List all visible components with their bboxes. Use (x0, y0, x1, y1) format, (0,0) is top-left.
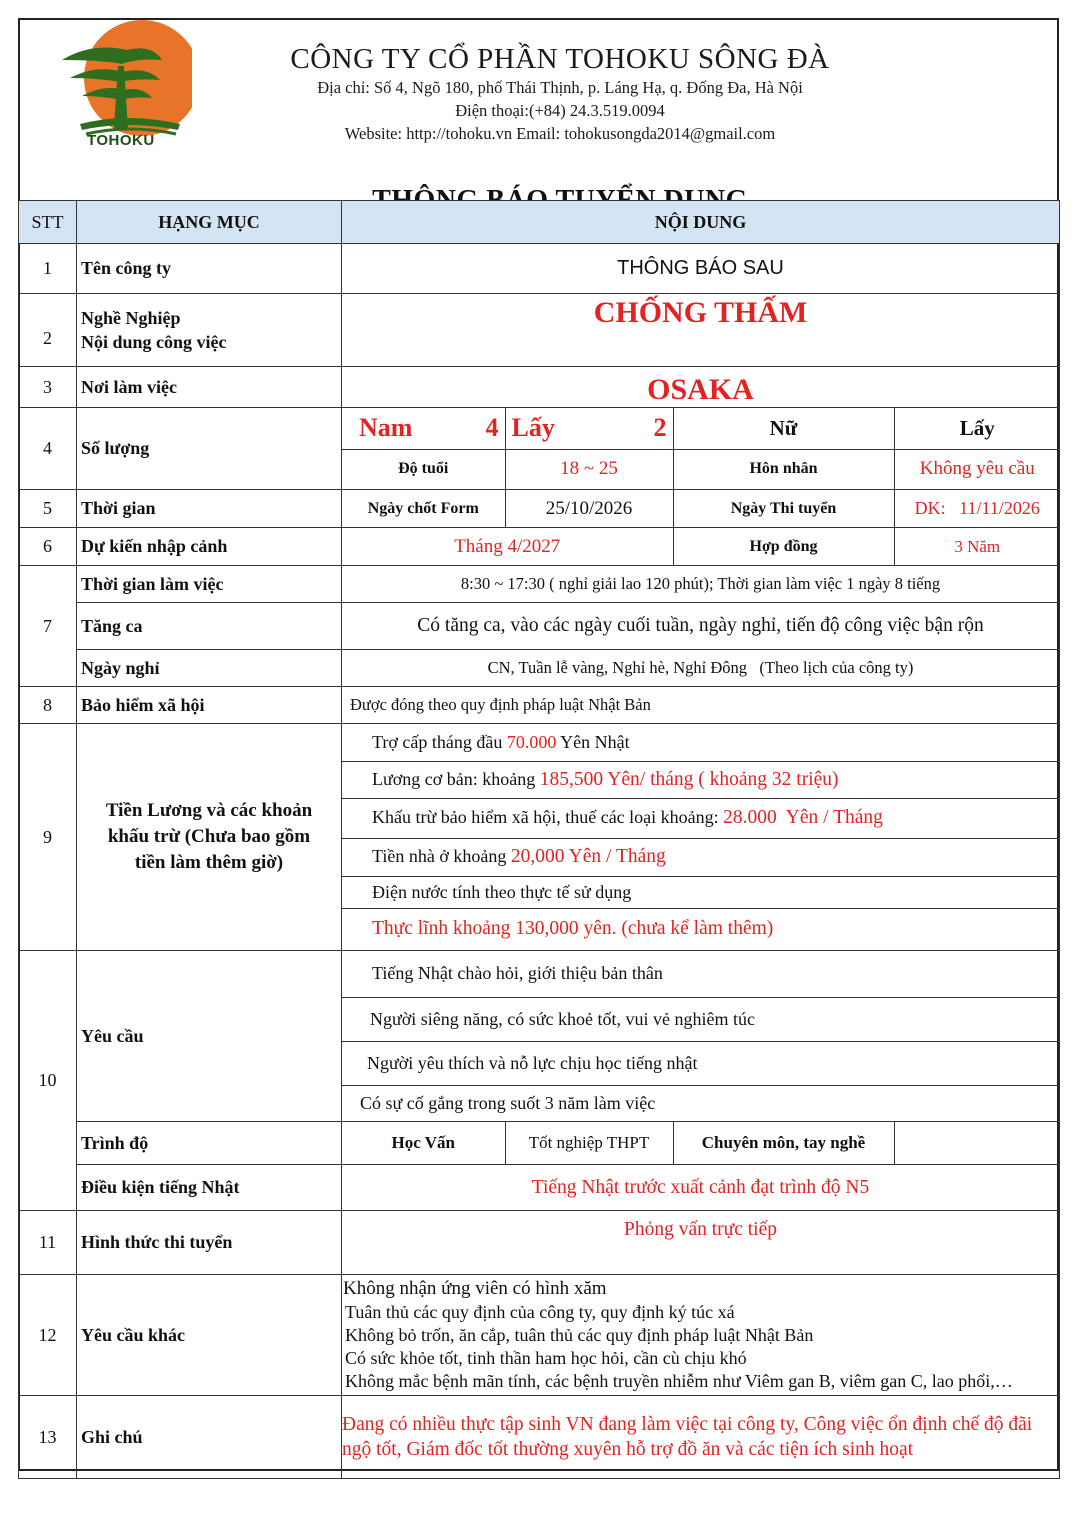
company-info (220, 42, 900, 145)
row-item: Số lượng (77, 408, 342, 490)
take-label: Lấy (511, 413, 555, 443)
location-value: OSAKA (342, 367, 1060, 408)
row-item: Điều kiện tiếng Nhật (77, 1165, 342, 1211)
company-address: Địa chỉ: Số 4, Ngõ 180, phố Thái Thịnh, p. Láng Hạ, q. Đống Đa, Hà Nội (317, 78, 803, 97)
table-row (19, 1122, 1060, 1165)
row-item: Tên công ty (77, 244, 342, 294)
header-content: NỘI DUNG (342, 201, 1060, 244)
table-row (19, 294, 1060, 367)
japanese-requirement: Tiếng Nhật trước xuất cảnh đạt trình độ N5 (342, 1165, 1060, 1211)
salary-amount: 20,000 Yên / Tháng (510, 846, 666, 867)
table-row (19, 650, 1060, 687)
table-row (19, 724, 1060, 951)
row-item: Dự kiến nhập cảnh (77, 528, 342, 566)
quantity-cell (342, 408, 1060, 490)
salary-item: Tiền Lương và các khoản khấu trừ (Chưa bao gồm tiền làm thêm giờ) (77, 724, 342, 951)
quantity-subtable (342, 408, 1060, 489)
exam-date-value: DK: 11/11/2026 (914, 498, 1040, 518)
female-take: Lấy (894, 408, 1060, 449)
requirement-line: Người siêng năng, có sức khoẻ tốt, vui vẻ nghiêm túc (342, 997, 1059, 1041)
salary-line (342, 724, 1059, 761)
contract-value: 3 Năm (954, 536, 1001, 556)
salary-amount: 70.000 (506, 731, 557, 752)
job-value: CHỐNG THẤM (342, 294, 1060, 367)
other-requirement-line: Không mắc bệnh mãn tính, các bệnh truyền nhiễm như Viêm gan B, viêm gan C, lao phổi,… (345, 1371, 1013, 1391)
take-count: 2 (653, 413, 667, 443)
age-value: 18 ~ 25 (505, 449, 673, 489)
salary-text: Trợ cấp tháng đầu (372, 731, 507, 752)
salary-text: Tiền nhà ở khoảng (372, 846, 511, 866)
table-row (19, 687, 1060, 724)
note-value: Đang có nhiều thực tập sinh VN đang làm việc tại công ty, Công việc ổn định chế độ đãi ngộ tốt, Giám đốc tốt thường xuyên hỗ trợ đồ ăn và các tiện ích sinh hoạt (342, 1396, 1060, 1479)
salary-line (342, 908, 1059, 950)
table-row (19, 603, 1060, 650)
insurance-value: Được đóng theo quy định pháp luật Nhật Bản (342, 687, 1060, 724)
marital-label: Hôn nhân (673, 449, 894, 489)
requirement-line: Có sự cố gắng trong suốt 3 năm làm việc (342, 1085, 1059, 1121)
row-number: 3 (19, 367, 77, 408)
skill-value (894, 1122, 1060, 1164)
row-item-line: Nghề Nghiệp (81, 308, 181, 328)
contract-label: Hợp đồng (673, 528, 894, 565)
row-item: Hình thức thi tuyển (77, 1211, 342, 1275)
row-number: 11 (19, 1211, 77, 1275)
age-label: Độ tuổi (342, 449, 505, 489)
other-requirement-line: Có sức khỏe tốt, tinh thần ham học hỏi, cần cù chịu khó (345, 1348, 747, 1368)
row-item: Nơi làm việc (77, 367, 342, 408)
table-row (19, 408, 1060, 490)
level-subtable (342, 1122, 1060, 1164)
row-item: Ghi chú (77, 1396, 342, 1479)
net-salary: Thực lĩnh khoảng 130,000 yên. (chưa kể làm thêm) (372, 918, 774, 940)
row-item: Bảo hiểm xã hội (77, 687, 342, 724)
education-value: Tốt nghiệp THPT (505, 1122, 673, 1164)
row-item: Tăng ca (77, 603, 342, 650)
hours-value: 8:30 ~ 17:30 ( nghỉ giải lao 120 phút); Thời gian làm việc 1 ngày 8 tiếng (342, 566, 1060, 603)
time-subtable (342, 490, 1060, 527)
salary-text: Khấu trừ bảo hiểm xã hội, thuế các loại khoảng: (372, 807, 724, 827)
male-label: Nam (359, 413, 413, 443)
take-cell (505, 408, 673, 449)
salary-amount: 185,500 Yên/ tháng ( khoảng 32 triệu) (539, 768, 839, 790)
header-stt: STT (19, 201, 77, 244)
female-label: Nữ (673, 408, 894, 449)
table-row (19, 367, 1060, 408)
salary-amount: 28.000 Yên / Tháng (723, 807, 883, 828)
exam-method: Phỏng vấn trực tiếp (342, 1211, 1060, 1275)
male-cell (342, 408, 505, 449)
salary-text: Lương cơ bản: khoảng (372, 768, 540, 789)
table-row (19, 528, 1060, 566)
row-item: Thời gian (77, 490, 342, 528)
education-label: Học Vấn (391, 1133, 455, 1152)
form-date-label: Ngày chốt Form (367, 499, 479, 517)
table-row (19, 1211, 1060, 1275)
company-web: Website: http://tohoku.vn Email: tohokusongda2014@gmail.com (344, 124, 776, 143)
company-phone: Điện thoại:(+84) 24.3.519.0094 (455, 101, 665, 120)
row-item (77, 294, 342, 367)
salary-cell (342, 724, 1060, 951)
skill-label: Chuyên môn, tay nghề (673, 1122, 894, 1164)
row-item: Yêu cầu khác (77, 1275, 342, 1396)
table-row (19, 490, 1060, 528)
row-number: 13 (19, 1396, 77, 1479)
row-item: Ngày nghỉ (77, 650, 342, 687)
header-item: HẠNG MỤC (77, 201, 342, 244)
row-number: 4 (19, 408, 77, 490)
requirements-list (342, 951, 1059, 1121)
row-number: 2 (19, 294, 77, 367)
table-row (19, 951, 1060, 1122)
exam-date-label: Ngày Thi tuyển (673, 490, 894, 527)
row-item: Thời gian làm việc (77, 566, 342, 603)
requirements-cell (342, 951, 1060, 1122)
requirement-line: Tiếng Nhật chào hỏi, giới thiệu bản thân (342, 951, 1059, 997)
row-number: 8 (19, 687, 77, 724)
row-number: 12 (19, 1275, 77, 1396)
level-cell (342, 1122, 1060, 1165)
other-requirement-line: Tuân thủ các quy định của công ty, quy định ký túc xá (345, 1302, 735, 1322)
marital-value: Không yêu cầu (894, 449, 1060, 489)
row-number: 1 (19, 244, 77, 294)
other-requirements (342, 1275, 1060, 1396)
table-row (19, 244, 1060, 294)
salary-line (342, 798, 1059, 838)
salary-line (342, 876, 1059, 908)
row-number: 6 (19, 528, 77, 566)
salary-tail: Yên Nhật (556, 731, 630, 752)
letterhead (20, 20, 1058, 200)
row-item: Yêu cầu (77, 951, 342, 1122)
table-row (19, 1396, 1060, 1479)
other-requirement-line: Không bỏ trốn, ăn cắp, tuân thủ các quy định pháp luật Nhật Bản (345, 1325, 814, 1345)
company-name: CÔNG TY CỔ PHẦN TOHOKU SÔNG ĐÀ (290, 43, 830, 75)
table-row (19, 1165, 1060, 1211)
salary-line (342, 838, 1059, 876)
table-header-row (19, 201, 1060, 244)
table-row (19, 1275, 1060, 1396)
row-number: 10 (19, 951, 77, 1211)
table-row (19, 566, 1060, 603)
row-number: 9 (19, 724, 77, 951)
salary-line (342, 761, 1059, 798)
overtime-value: Có tăng ca, vào các ngày cuối tuần, ngày nghỉ, tiến độ công việc bận rộn (342, 603, 1060, 650)
requirement-line: Người yêu thích và nỗ lực chịu học tiếng nhật (342, 1041, 1059, 1085)
recruitment-table (18, 200, 1060, 1479)
time-cell (342, 490, 1060, 528)
entry-subtable (342, 528, 1060, 565)
entry-cell (342, 528, 1060, 566)
salary-list (342, 724, 1059, 950)
other-requirement-lead: Không nhận ứng viên có hình xăm (343, 1278, 607, 1299)
row-item: Trình độ (77, 1122, 342, 1165)
male-count: 4 (485, 413, 499, 443)
entry-value: Tháng 4/2027 (454, 535, 561, 557)
day-off-value: CN, Tuần lễ vàng, Nghỉ hè, Nghỉ Đông (Theo lịch của công ty) (342, 650, 1060, 687)
company-logo (42, 20, 192, 170)
logo-text: TOHOKU (87, 132, 155, 149)
row-number: 7 (19, 566, 77, 687)
row-item-line: Nội dung công việc (81, 332, 227, 352)
form-date-value: 25/10/2026 (505, 490, 673, 527)
row-number: 5 (19, 490, 77, 528)
salary-text: Điện nước tính theo thực tế sử dụng (372, 881, 632, 902)
company-name-value: THÔNG BÁO SAU (342, 244, 1060, 294)
